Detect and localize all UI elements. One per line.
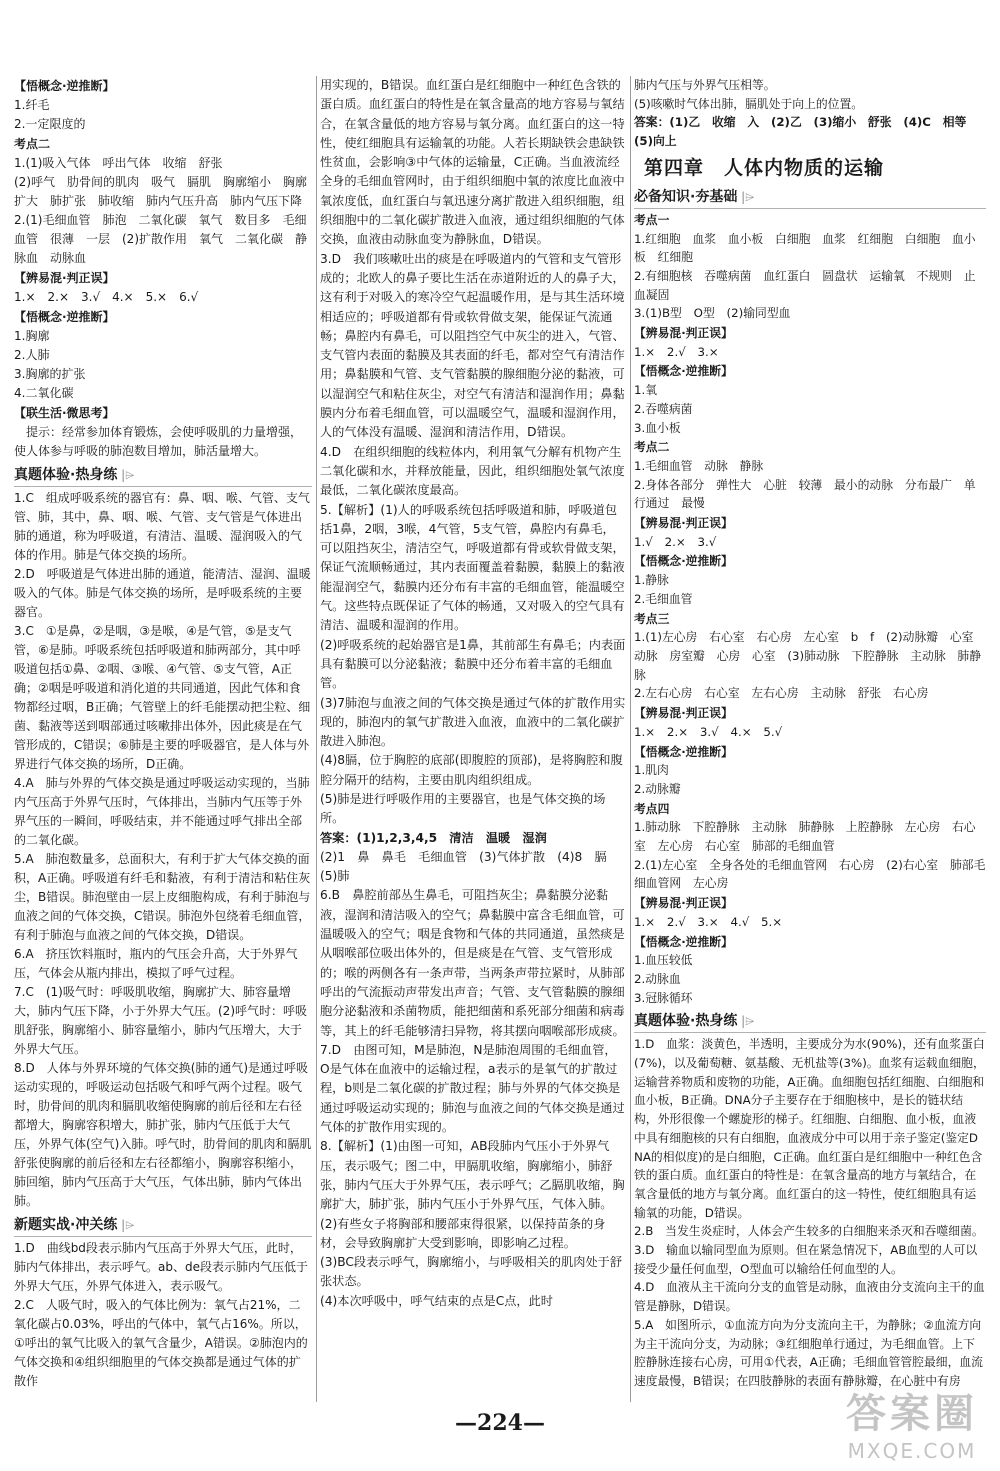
text-line: (3)BC段表示呼气，胸廓缩小，与呼吸相关的肌肉处于舒张状态。: [320, 1255, 623, 1289]
text-line: (2)呼吸系统的起始器官是1鼻，其前部生有鼻毛；内表面具有黏膜可以分泌黏液；黏膜中还分布着丰富的毛细血管。: [320, 637, 626, 691]
page-number: —224—: [455, 1410, 545, 1436]
text-line: 2.动脉血: [634, 971, 681, 986]
text-line: 1.血压较低: [634, 953, 693, 968]
text-line: (2)1 鼻 鼻毛 毛细血管 (3)气体扩散 (4)8 膈 (5)肺: [320, 849, 619, 884]
text-line: 1.× 2.√ 3.×: [634, 344, 719, 359]
text-line: 1.(1)吸入气体 呼出气体 收缩 舒张: [14, 156, 223, 170]
text-line: 2.有细胞核 吞噬病菌 血红蛋白 圆盘状 运输氧 不规则 止血凝固: [634, 268, 976, 302]
text-line: 3.冠脉循环: [634, 990, 693, 1005]
text-line: 4.D 在组织细胞的线粒体内，利用氧气分解有机物产生二氧化碳和水，并释放能量，因此，组织细胞处氧气浓度最低，二氧化碳浓度最高。: [320, 444, 625, 498]
text-line: 7.D 由图可知，M是肺泡，N是肺泡周围的毛细血管，O是气体在血液中的运输过程，a表示的是氧气的扩散过程，b则是二氧化碳的扩散过程；肺与外界的气体交换是通过呼吸运动实现的；肺泡与血液之间的气体交换是通过气体的扩散作用实现的。: [320, 1042, 625, 1135]
section-tag: 【悟概念·逆推断】: [634, 364, 733, 379]
text-line: (4)本次呼吸中，呼气结束的点是C点，此时: [320, 1293, 553, 1308]
column-right: [634, 76, 986, 1391]
topic-heading: 考点二: [634, 440, 670, 455]
section-tag: 【辨易混·判正误】: [634, 516, 733, 531]
text-line: 2.D 呼吸道是气体进出肺的通道，能清洁、湿润、温暖吸入的气体。肺是气体交换的场所，是呼吸系统的主要器官。: [14, 567, 311, 619]
text-line: 3.(1)B型 O型 (2)输同型血: [634, 306, 791, 321]
section-tag: 【悟概念·逆推断】: [14, 79, 115, 93]
text-line: 6.B 鼻腔前部丛生鼻毛，可阻挡灰尘；鼻黏膜分泌黏液，湿润和清洁吸入的空气；鼻黏膜中富含毛细血管，可温暖吸入的空气；咽是食物和气体的共同通道，虽然痰是从咽喉部位吸出体外的，但是痰是在气管、支气管形成的；喉的两侧各有一条声带，当两条声带拉紧时，从肺部呼出的气流振动声带发出声音；气管、支气管黏膜的腺细胞分泌黏液和杀菌物质，能把细菌和系死部分细菌和病毒等，其上的纤毛能够清扫异物，将其摆向咽喉部形成痰。: [320, 888, 625, 1038]
text-line: 2.人肺: [14, 348, 50, 362]
text-line: 2.(1)毛细血管 肺泡 二氧化碳 氧气 数目多 毛细血管 很薄 一层 (2)扩散作用 氧气 二氧化碳 静脉血 动脉血: [14, 213, 308, 265]
text-line: 1.× 2.× 3.√ 4.× 5.√: [634, 724, 783, 739]
text-line: 1.胸廓: [14, 329, 50, 343]
column-left: [14, 76, 312, 1391]
topic-heading: 考点四: [634, 801, 670, 816]
text-line: (2)呼气 肋骨间的肌肉 吸气 膈肌 胸廓缩小 胸廓扩大 肺扩张 肺收缩 肺内气压升高 肺内气压下降: [14, 175, 308, 208]
section-tag: 【辨易混·判正误】: [634, 326, 733, 341]
watermark-text-bottom: MXQE.COM: [847, 1439, 977, 1463]
text-line: 1.毛细血管 动脉 静脉: [634, 458, 764, 473]
text-line: 6.A 挤压饮料瓶时，瓶内的气压会升高，大于外界气压，气体会从瓶内排出，模拟了呼气过程。: [14, 947, 298, 980]
text-line: 1.静脉: [634, 573, 669, 588]
text-line: (5)肺是进行呼吸作用的主要器官，也是气体交换的场所。: [320, 791, 606, 826]
answer-line: 答案：(1)乙 收缩 入 (2)乙 (3)缩小 舒张 (4)C 相等 (5)向上: [634, 115, 979, 149]
text-line: 2.毛细血管: [634, 591, 693, 606]
text-line: 2.身体各部分 弹性大 心脏 较薄 最小的动脉 分布最广 单行通过 最慢: [634, 477, 976, 511]
text-line: 3.C ①是鼻，②是咽，③是喉，④是气管，⑤是支气管，⑥是肺。呼吸系统包括呼吸道和肺两部分，其中呼吸道包括①鼻、②咽、③喉、④气管、⑤支气管，A正确；②咽是呼吸道和消化道的共同通道，因此气体和食物都经过咽，B正确；气管壁上的纤毛能摆动把尘粒、细菌、黏液等送到咽部通过咳嗽排出体外，因此痰是在气管形成的，C错误；⑥肺是主要的呼吸器官，是人体与外界进行气体交换的场所，D正确。: [14, 624, 311, 771]
text-line: 5.【解析】(1)人的呼吸系统包括呼吸道和肺，呼吸道包括1鼻，2咽，3喉，4气管，5支气管，鼻腔内有鼻毛，可以阻挡灰尘，清洁空气，呼吸道都有骨或软骨做支架，保证气流顺畅通过，其内表面覆盖着黏膜，黏膜上的黏液能湿润空气，黏膜内还分布有丰富的毛细血管，能温暖空气。这些特点既保证了气体的畅通，又对吸入的空气具有清洁、温暖和湿润的作用。: [320, 502, 625, 633]
text-line: 3.血小板: [634, 420, 681, 435]
text-line: 2.C 人吸气时，吸入的气体比例为：氧气占21%，二氧化碳占0.03%，呼出的气体中，氧气占16%。所以，①呼出的氧气比吸入的氧气含量少，A错误。②肺泡内的气体交换和④组织细胞里的气体交换都是通过气体的扩散作: [14, 1298, 308, 1388]
column-middle: [320, 76, 626, 1311]
section-heading: 必备知识·夯基础 |⌲: [634, 186, 986, 209]
topic-heading: 考点三: [634, 611, 670, 626]
section-tag: 【悟概念·逆推断】: [634, 934, 733, 949]
text-line: 2.B 当发生炎症时，人体会产生较多的白细胞来杀灭和吞噬细菌。: [634, 1224, 984, 1239]
chapter-title: 第四章 人体内物质的运输: [644, 156, 885, 179]
text-line: 1.红细胞 血浆 血小板 白细胞 血浆 红细胞 白细胞 血小板 红细胞: [634, 231, 976, 265]
text-line: 2.动脉瓣: [634, 781, 681, 796]
text-line: 用实现的，B错误。血红蛋白是红细胞中一种红色含铁的蛋白质。血红蛋白的特性是在氧含量高的地方容易与氧结合，在氧含量低的地方容易与氧分离。血红蛋白的这一特性，使红细胞具有运输氧的功能。人若长期缺铁会患缺铁性贫血，会影响③中气体的运输量，C正确。当血液流经全身的毛细血管网时，由于组织细胞中氧的浓度比血液中氧浓度低，血红蛋白与氧迅速分离扩散进入组织细胞，组织细胞中的二氧化碳扩散进入血液，通过组织细胞的气体交换，血液由动脉血变为静脉血，D错误。: [320, 78, 625, 247]
section-tag: 【悟概念·逆推断】: [14, 310, 115, 324]
text-line: 4.二氧化碳: [14, 386, 74, 400]
text-line: (3)7肺泡与血液之间的气体交换是通过气体的扩散作用实现的，肺泡内的氧气扩散进入血液，血液中的二氧化碳扩散进入肺泡。: [320, 695, 626, 749]
watermark-logo: [846, 1382, 978, 1463]
text-line: 3.胸廓的扩张: [14, 367, 86, 381]
text-line: (5)咳嗽时气体出肺，膈肌处于向上的位置。: [634, 96, 864, 111]
text-line: 1.× 2.× 3.√ 4.× 5.× 6.√: [14, 290, 199, 304]
section-heading: 真题体验·热身练 |⌲: [14, 464, 312, 487]
section-tag: 【辨易混·判正误】: [14, 271, 115, 285]
text-line: 1.C 组成呼吸系统的器官有：鼻、咽、喉、气管、支气管、肺，其中，鼻、咽、喉、气管、支气管是气体进出肺的通道，称为呼吸道，有清洁、温暖、湿润吸入的气体的作用。肺是气体交换的场所。: [14, 491, 310, 562]
section-tag: 【辨易混·判正误】: [634, 706, 733, 721]
text-line: 1.肌肉: [634, 763, 669, 778]
text-line: 7.C (1)吸气时：呼吸肌收缩，胸廓扩大、肺容量增大，肺内气压下降，小于外界大气压。(2)呼气时：呼吸肌舒张，胸廓缩小、肺容量缩小，肺内气压增大，大于外界大气压。: [14, 985, 308, 1056]
text-line: 肺内气压与外界气压相等。: [634, 78, 776, 92]
text-line: 2.一定限度的: [14, 117, 86, 131]
topic-heading: 考点一: [634, 212, 670, 227]
section-tag: 【悟概念·逆推断】: [634, 744, 733, 759]
text-line: 1.氧: [634, 383, 658, 398]
answer-line: 答案：(1)1,2,3,4,5 清洁 温暖 湿润: [320, 830, 547, 845]
text-line: 2.吞噬病菌: [634, 401, 693, 416]
column-divider: [630, 76, 631, 1402]
text-line: 1.纤毛: [14, 98, 50, 112]
text-line: 5.A 肺泡数量多，总面积大，有利于扩大气体交换的面积，A正确。呼吸道有纤毛和黏液，有利于清洁和粘住灰尘，B错误。肺泡壁由一层上皮细胞构成，有利于肺泡与血液之间的气体交换，C错误。肺泡外包绕着毛细血管，有利于肺泡与血液之间的气体交换，D错误。: [14, 852, 311, 942]
text-line: 1.D 血浆：淡黄色，半透明，主要成分为水(90%)，还有血浆蛋白(7%)，以及葡萄糖、氨基酸、无机盐等(3%)。血浆有运载血细胞，运输营养物质和废物的功能，A正确。血细胞包括红细胞、白细胞和血小板，B正确。DNA分子主要存在于细胞核中，是长的链状结构，外形很像一个螺旋形的梯子。红细胞、白细胞、血小板，血液中具有细胞核的只有白细胞，血液成分中可以用于亲子鉴定(鉴定DNA的相似度)的是白细胞，C正确。血红蛋白是红细胞中一种红色含铁的蛋白质。血红蛋白的特性是：在氧含量高的地方与氧结合，在氧含量低的地方与氧分离。血红蛋白的这一特性，使红细胞具有运输氧的功能，D错误。: [634, 1037, 985, 1220]
text-line: (4)8膈，位于胸腔的底部(即腹腔的顶部)，是将胸腔和腹腔分隔开的结构，主要由肌肉组织组成。: [320, 753, 623, 787]
text-line: 8.D 人体与外界环境的气体交换(肺的通气)是通过呼吸运动实现的，呼吸运动包括吸气和呼气两个过程。吸气时，肋骨间的肌肉和膈肌收缩使胸廓的前后径和左右径都增大，胸廓容积增大，肺扩张，肺内气压低于大气压，外界气体(空气)入肺。呼气时，肋骨间的肌肉和膈肌舒张使胸廓的前后径和左右径都缩小，胸廓容积缩小，肺回缩，肺内气压高于大气压，气体出肺，肺内气体出肺。: [14, 1061, 312, 1208]
text-line: 1.(1)左心房 右心室 右心房 左心室 b f (2)动脉瓣 心室 动脉 房室瓣 心房 心室 (3)肺动脉 下腔静脉 主动脉 肺静脉: [634, 630, 986, 682]
text-line: 1.√ 2.× 3.√: [634, 534, 717, 549]
text-line: 3.D 我们咳嗽吐出的痰是在呼吸道内的气管和支气管形成的；北欧人的鼻子要比生活在赤道附近的人的鼻子大，这有利于对吸入的寒冷空气起温暖作用，是与其生活环境相适应的；呼吸道都有骨或软骨做支架，能保证气流通畅；鼻腔内有鼻毛，可以阻挡空气中灰尘的进入，气管、支气管内表面的黏膜及其表面的纤毛，都对空气有清洁作用；鼻黏膜和气管、支气管黏膜的腺细胞分泌的黏液，可以湿润空气和粘住灰尘，对空气有清洁和湿润作用；鼻黏膜内分布着毛细血管，可以温暖空气，温暖和湿润作用，人的气体没有温暖、湿润和清洁作用，D错误。: [320, 251, 625, 440]
text-line: 1.肺动脉 下腔静脉 主动脉 肺静脉 上腔静脉 左心房 右心室 左心房 右心室 肺部的毛细血管: [634, 820, 976, 854]
text-line: 1.× 2.√ 3.× 4.√ 5.×: [634, 914, 783, 929]
text-line: 2.左右心房 右心室 左右心房 主动脉 舒张 右心房: [634, 686, 929, 701]
text-line: 2.(1)左心室 全身各处的毛细血管网 右心房 (2)右心室 肺部毛细血管网 左心房: [634, 857, 986, 891]
text-line: 8.【解析】(1)由图一可知，AB段肺内气压小于外界气压，表示吸气；图二中，甲膈肌收缩，胸廓缩小，肺舒张，肺内气压大于外界气压，表示呼气；乙膈肌收缩，胸廓扩大，肺扩张，肺内气压小于外界气压，气体入肺。: [320, 1139, 625, 1212]
text-line: 1.D 曲线bd段表示肺内气压高于外界大气压，此时，肺内气体排出，表示呼气。ab、de段表示肺内气压低于外界大气压，外界气体进入，表示吸气。: [14, 1241, 308, 1293]
text-line: 4.D 血液从主干流向分支的血管是动脉，血液由分支流向主干的血管是静脉，D错误。: [634, 1280, 985, 1314]
text-line: (2)有些女子将胸部和腰部束得很紧，以保持苗条的身材，会导致胸廓扩大受到影响，即影响乙过程。: [320, 1216, 606, 1250]
section-heading: 真题体验·热身练 |⌲: [634, 1010, 986, 1033]
section-tag: 【辨易混·判正误】: [634, 896, 733, 911]
section-tag: 【悟概念·逆推断】: [634, 554, 733, 569]
watermark-text-top: 答案圈: [846, 1391, 978, 1437]
section-heading: 新题实战·冲关练 |⌲: [14, 1214, 312, 1237]
section-tag: 【联生活·微思考】: [14, 406, 115, 420]
column-divider: [316, 76, 317, 1402]
topic-heading: 考点二: [14, 137, 51, 151]
text-line: 提示：经常参加体育锻炼，会使呼吸肌的力量增强，使人体参与呼吸的肺泡数目增加，肺活量增大。: [14, 425, 303, 458]
text-line: 4.A 肺与外界的气体交换是通过呼吸运动实现的，当肺内气压高于外界气压时，气体排出，当肺内气压等于外界气压的一瞬间，呼吸结束，并不能通过呼气排出全部的二氧化碳。: [14, 776, 310, 847]
text-line: 3.D 输血以输同型血为原则。但在紧急情况下，AB血型的人可以接受少量任何血型，O型血可以输给任何血型的人。: [634, 1243, 978, 1276]
text-line: 5.A 如图所示，①血流方向为分支流向主干，为静脉；②血流方向为主干流向分支，为动脉；③红细胞单行通过，为毛细血管。上下腔静脉连接右心房，可用①代表，A正确；毛细血管管腔最细，血流速度最慢，B错误；在四肢静脉的表面有静脉瓣，在心脏中有房: [634, 1317, 983, 1388]
